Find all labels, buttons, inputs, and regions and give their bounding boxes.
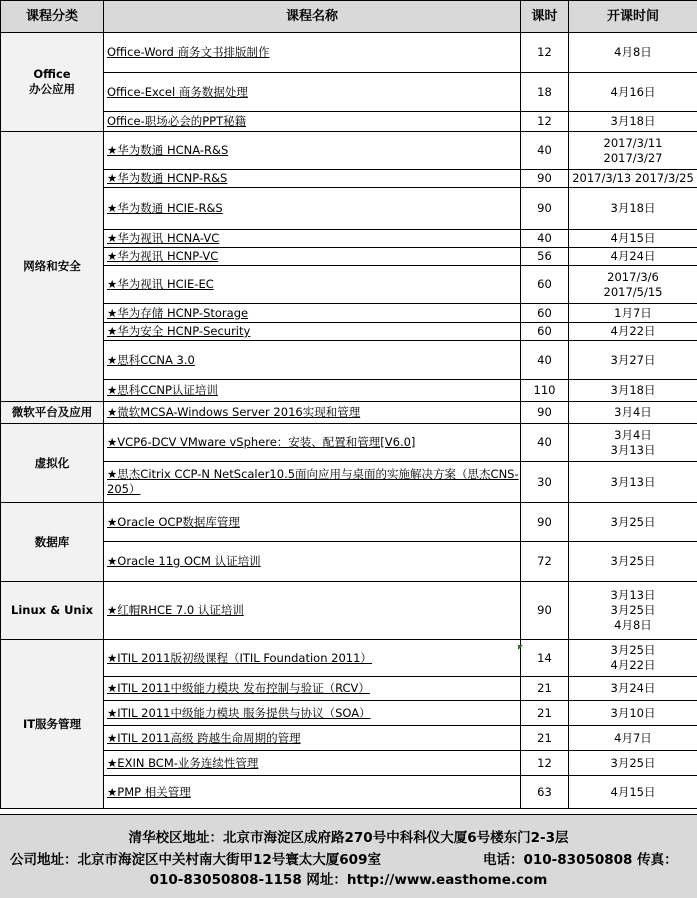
course-name-cell[interactable] [104,323,521,341]
course-date: 3月24日 [569,677,697,701]
course-name-cell[interactable] [104,188,521,230]
course-name-cell[interactable] [104,701,521,726]
table-row [1,402,697,424]
course-link[interactable]: ★思科CCNA 3.0 [107,353,195,367]
category-microsoft: 微软平台及应用 [1,402,104,424]
course-name-cell[interactable] [104,304,521,323]
table-row [1,73,697,112]
course-link[interactable]: ★ITIL 2011高级 跨越生命周期的管理 [107,731,301,745]
phone-fax: 电话：010-83050808 传真： [483,848,678,868]
course-hours: 18 [521,73,569,112]
course-name-cell[interactable] [104,33,521,73]
course-link[interactable]: ★华为数通 HCNP-R&S [107,171,227,185]
course-link[interactable]: ★EXIN BCM-业务连续性管理 [107,756,258,770]
course-hours: 90 [521,402,569,424]
course-name-cell[interactable] [104,266,521,304]
company-address: 公司地址：北京市海淀区中关村南大街甲12号寰太大厦609室 [10,848,381,868]
contact-footer [0,814,697,898]
course-link[interactable]: ★华为安全 HCNP-Security [107,324,250,338]
course-date: 3月13日 3月25日 4月8日 [569,582,697,640]
table-row [1,462,697,503]
course-hours: 56 [521,248,569,266]
course-link[interactable]: Office-职场必会的PPT秘籍 [107,114,246,128]
course-date: 4月24日 [569,248,697,266]
course-date: 2017/3/11 2017/3/27 [569,132,697,170]
header-row [1,1,697,33]
table-row [1,266,697,304]
course-date: 4月7日 [569,726,697,751]
table-row [1,776,697,809]
course-date: 2017/3/6 2017/5/15 [569,266,697,304]
course-date: 3月10日 [569,701,697,726]
table-row [1,542,697,582]
header-start-date: 开课时间 [569,1,697,33]
table-row [1,112,697,132]
course-date: 3月25日 4月22日 [569,640,697,677]
course-name-cell[interactable] [104,112,521,132]
course-link[interactable]: ★华为存储 HCNP-Storage [107,306,248,320]
course-name-cell[interactable] [104,542,521,582]
course-name-cell[interactable] [104,424,521,462]
table-row [1,304,697,323]
course-date: 4月15日 [569,230,697,248]
table-row [1,132,697,170]
course-date: 1月7日 [569,304,697,323]
category-network: 网络和安全 [1,132,104,402]
table-row [1,230,697,248]
course-hours: 60 [521,266,569,304]
course-hours: 14 [521,640,569,677]
category-itsm: IT服务管理 [1,640,104,809]
category-office [1,33,104,132]
table-row [1,170,697,188]
course-hours: 90 [521,503,569,542]
course-hours: 110 [521,380,569,402]
course-name-cell[interactable] [104,230,521,248]
course-date: 3月18日 [569,188,697,230]
course-name-cell[interactable] [104,503,521,542]
course-hours: 40 [521,230,569,248]
course-date: 3月13日 [569,462,697,503]
course-name-cell[interactable] [104,170,521,188]
course-date: 3月25日 [569,503,697,542]
course-hours: 30 [521,462,569,503]
course-date: 3月25日 [569,751,697,776]
course-link[interactable]: ★华为视讯 HCNA-VC [107,231,219,245]
course-hours: 40 [521,424,569,462]
table-row [1,33,697,73]
course-hours: 40 [521,341,569,380]
course-link[interactable]: ★ITIL 2011版初级课程（ITIL Foundation 2011） [107,651,372,665]
course-hours: 90 [521,170,569,188]
course-date: 4月16日 [569,73,697,112]
course-link[interactable]: ★华为视讯 HCNP-VC [107,249,218,263]
course-date: 4月8日 [569,33,697,73]
course-name-cell[interactable] [104,677,521,701]
course-link[interactable]: ★Oracle OCP数据库管理 [107,515,240,529]
category-database: 数据库 [1,503,104,582]
course-link[interactable]: ★Oracle 11g OCM 认证培训 [107,554,261,568]
course-link[interactable]: ★华为视讯 HCIE-EC [107,277,214,291]
header-category: 课程分类 [1,1,104,33]
course-link[interactable]: ★ITIL 2011中级能力模块 发布控制与验证（RCV） [107,681,370,695]
table-row [1,424,697,462]
course-link[interactable]: ★VCP6-DCV VMware vSphere：安装、配置和管理[V6.0] [107,435,415,449]
category-linux: Linux & Unix [1,582,104,640]
table-row [1,701,697,726]
cell-comment-marker-icon [518,645,523,650]
course-name-cell[interactable] [104,582,521,640]
table-row [1,726,697,751]
course-date: 3月4日 3月13日 [569,424,697,462]
course-hours: 90 [521,582,569,640]
course-name-cell[interactable] [104,341,521,380]
course-name-cell[interactable] [104,132,521,170]
table-row [1,503,697,542]
category-virtualization: 虚拟化 [1,424,104,503]
course-link[interactable]: ★华为数通 HCNA-R&S [107,143,228,157]
course-link[interactable]: Office-Word 商务文书排版制作 [107,45,269,59]
course-name-cell[interactable] [104,751,521,776]
table-row [1,188,697,230]
course-name-cell[interactable] [104,640,521,677]
course-hours: 60 [521,304,569,323]
category-office-en: Office [1,67,103,82]
course-name-cell[interactable] [104,726,521,751]
table-row [1,677,697,701]
table-row [1,640,697,677]
campus-address: 清华校区地址：北京市海淀区成府路270号中科科仪大厦6号楼东门2-3层 [0,826,697,846]
course-link[interactable]: ★思科CCNP认证培训 [107,383,218,397]
course-date: 3月4日 [569,402,697,424]
course-name-cell[interactable] [104,462,521,503]
table-row [1,751,697,776]
course-date: 3月18日 [569,112,697,132]
header-course-name: 课程名称 [104,1,521,33]
table-row [1,380,697,402]
course-link[interactable]: Office-Excel 商务数据处理 [107,85,248,99]
header-hours: 课时 [521,1,569,33]
fax-website: 010-83050808-1158 网址：http://www.easthome.com [0,868,697,888]
course-hours: 40 [521,132,569,170]
course-date: 4月22日 [569,323,697,341]
table-row [1,582,697,640]
course-name-cell[interactable] [104,402,521,424]
course-hours: 12 [521,112,569,132]
course-name-cell[interactable] [104,776,521,809]
course-hours: 21 [521,677,569,701]
course-name-cell[interactable] [104,248,521,266]
course-date: 3月18日 [569,380,697,402]
course-name-cell[interactable] [104,73,521,112]
course-hours: 63 [521,776,569,809]
course-hours: 21 [521,726,569,751]
course-hours: 12 [521,33,569,73]
course-link[interactable]: ★PMP 相关管理 [107,785,191,799]
course-hours: 90 [521,188,569,230]
table-row [1,323,697,341]
course-link[interactable]: ★红帽RHCE 7.0 认证培训 [107,603,244,617]
category-office-cn: 办公应用 [1,82,103,97]
course-link[interactable]: ★思杰Citrix CCP-N NetScaler10.5面向应用与桌面的实施解决方案（思杰CNS-205） [107,467,519,496]
course-name-cell[interactable] [104,380,521,402]
course-date: 3月25日 [569,542,697,582]
course-hours: 60 [521,323,569,341]
course-hours: 12 [521,751,569,776]
table-row [1,341,697,380]
course-date: 2017/3/13 2017/3/25 [569,170,697,188]
course-date: 4月15日 [569,776,697,809]
course-link[interactable]: ★微软MCSA-Windows Server 2016实现和管理 [107,405,360,419]
course-link[interactable]: ★ITIL 2011中级能力模块 服务提供与协议（SOA） [107,706,371,720]
course-date: 3月27日 [569,341,697,380]
table-row [1,248,697,266]
course-link[interactable]: ★华为数通 HCIE-R&S [107,201,223,215]
course-hours: 72 [521,542,569,582]
course-hours: 21 [521,701,569,726]
